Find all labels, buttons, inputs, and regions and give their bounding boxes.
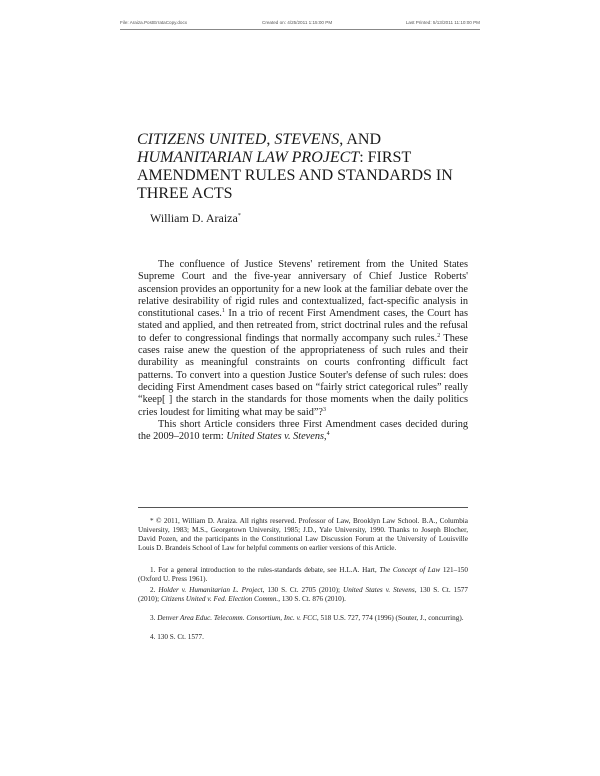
- footnote-star-text: * © 2011, William D. Araiza. All rights reserved. Professor of Law, Brooklyn Law School. B.A., Columbia University, 1983; M.S., Georgetown University, 1985; J.D., Yale University, 1990. Thanks to Joseph Blocher, David Pozen, and the participants in the Constitutional Law Discussion Forum at the University of Louisville Louis D. Brandeis School of Law for helpful comments on earlier versions of this Article.: [138, 517, 468, 553]
- footnote-1: [138, 566, 468, 584]
- body-p1-text-a: The confluence of Justice Stevens' retirement from the United States Supreme Court and the five-year anniversary of Chief Justice Roberts' ascension provides an opportunity for a new look at the familiar debate over the relative desirability of rigid rules and contextualized, fact-specific analysis in constitutional cases.: [138, 259, 468, 320]
- body-p2-text-a: This short Article considers three First Amendment cases decided during the 2009–2010 term:: [138, 418, 468, 443]
- author-line: [150, 211, 241, 226]
- footnote-3: [138, 614, 468, 623]
- article-body: [138, 259, 468, 443]
- body-p2-case-name: United States v. Stevens: [226, 431, 324, 443]
- body-p1-text-c: These cases raise anew the question of the appropriateness of such rules and their durability as meaningful constraints on courts confronting difficult fact patterns. To convert into a question Justice Souter's defense of such rules: does deciding First Amendment cases based on “fairly strict categorical rules” really “keep[ ] the starch in the standards for those moments when the daily politics cries loudest for limiting what may be said”?: [138, 332, 468, 418]
- footnote-divider: [138, 507, 468, 508]
- footnote-ref-1: 1: [221, 308, 225, 315]
- footnote-1-text-b: 121–150 (Oxford U. Press 1961).: [138, 566, 468, 584]
- footnote-2: [138, 586, 468, 604]
- footnote-2-number: 2.: [150, 586, 159, 594]
- footnote-2-case-2: United States v. Stevens: [343, 586, 415, 594]
- footnote-ref-3: 3: [323, 406, 327, 413]
- title-stevens: STEVENS: [274, 131, 340, 148]
- body-paragraph-1: [138, 259, 468, 419]
- body-p2-text-b: ,: [323, 431, 327, 443]
- header-created-date: Created on: 4/25/2011 1:15:00 PM: [262, 20, 333, 25]
- title-sep-1: ,: [266, 131, 275, 148]
- footnote-3-number: 3.: [150, 614, 158, 622]
- title-subtitle: : FIRST AMENDMENT RULES AND STANDARDS IN THREE ACTS: [137, 149, 453, 202]
- header-file-name: File: Araiza.PostErrataCopy.docx: [120, 20, 188, 25]
- footnote-3-case: Denver Area Educ. Telecomm. Consortium, Inc. v. FCC: [157, 614, 317, 622]
- footnote-1-title: The Concept of Law: [379, 566, 441, 574]
- title-citizens-united: CITIZENS UNITED: [137, 131, 267, 148]
- footnote-2-cite-2: , 130 S. Ct. 1577 (2010);: [138, 586, 468, 604]
- footnote-4: [138, 633, 468, 642]
- title-sep-2: , AND: [339, 131, 382, 148]
- footnote-2-cite-3: , 130 S. Ct. 876 (2010).: [278, 595, 346, 604]
- header-printed-date: Last Printed: 5/13/2011 11:10:00 PM: [405, 20, 480, 25]
- footnote-4-text: 4. 130 S. Ct. 1577.: [150, 633, 204, 641]
- body-p1-text-b: In a trio of recent First Amendment cases, the Court has stated and applied, and then retreated from, strict doctrinal rules and the refusal to defer to congressional findings that normally accompany such rules.: [138, 308, 468, 344]
- footnote-2-case-1: Holder v. Humanitarian L. Project: [158, 586, 263, 594]
- footnote-ref-4: 4: [326, 431, 330, 438]
- author-name: William D. Araiza: [150, 211, 238, 225]
- page-header: [120, 20, 480, 30]
- article-title: [137, 131, 467, 203]
- footnote-2-case-3: Citizens United v. Fed. Election Commn.: [160, 595, 279, 604]
- title-humanitarian-law-project: HUMANITARIAN LAW PROJECT: [137, 149, 360, 166]
- footnote-3-cite: , 518 U.S. 727, 774 (1996) (Souter, J., concurring).: [316, 614, 464, 622]
- footnote-2-cite-1: , 130 S. Ct. 2705 (2010);: [262, 586, 343, 594]
- author-footnote-marker: *: [237, 213, 241, 219]
- footnote-ref-2: 2: [437, 332, 441, 339]
- body-paragraph-2: [138, 419, 468, 444]
- footnote-star: [138, 517, 468, 553]
- footnote-1-text-a: 1. For a general introduction to the rules-standards debate, see H.L.A. Hart,: [150, 566, 380, 574]
